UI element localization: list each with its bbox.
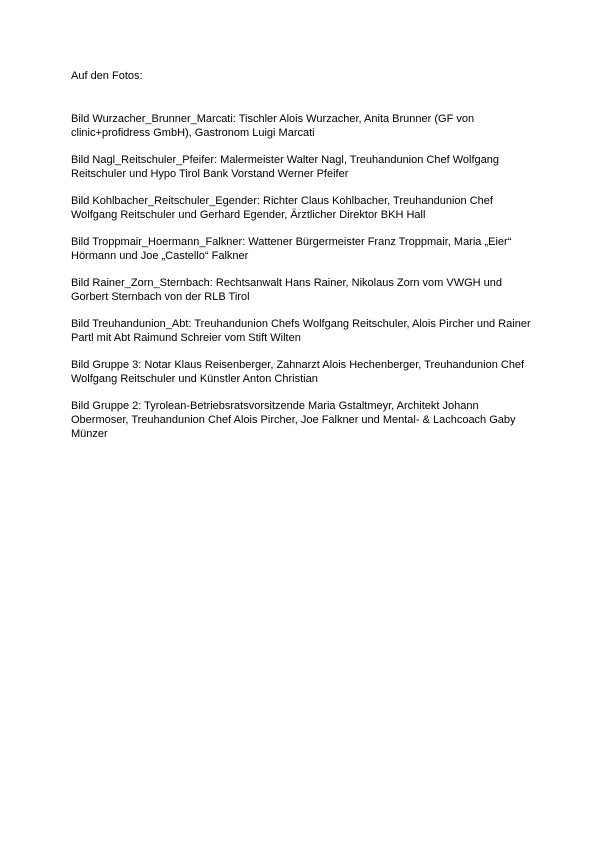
photo-caption-5: Bild Rainer_Zorn_Sternbach: Rechtsanwalt Hans Rainer, Nikolaus Zorn vom VWGH und Gorbert Sternbach von der RLB Tirol [71,277,503,303]
intro-heading: Auf den Fotos: [71,70,143,82]
photo-caption-8: Bild Gruppe 2: Tyrolean-Betriebsratsvorsitzende Maria Gstaltmeyr, Architekt Johann Obermoser, Treuhandunion Chef Alois Pircher, Joe Falkner und Mental- & Lachcoach Gaby Münzer [71,400,516,440]
photo-caption-4: Bild Troppmair_Hoermann_Falkner: Wattener Bürgermeister Franz Troppmair, Maria „Eier“ Hörmann und Joe „Castello“ Falkner [71,236,512,262]
photo-caption-2: Bild Nagl_Reitschuler_Pfeifer: Malermeister Walter Nagl, Treuhandunion Chef Wolfgang Reitschuler und Hypo Tirol Bank Vorstand Werner Pfeifer [71,154,499,180]
document-body [71,69,531,454]
photo-caption-7: Bild Gruppe 3: Notar Klaus Reisenberger, Zahnarzt Alois Hechenberger, Treuhandunion Chef Wolfgang Reitschuler und Künstler Anton Christian [71,359,525,385]
photo-caption-6: Bild Treuhandunion_Abt: Treuhandunion Chefs Wolfgang Reitschuler, Alois Pircher und Rainer Partl mit Abt Raimund Schreier vom Stift Wilten [71,318,531,344]
photo-caption-1: Bild Wurzacher_Brunner_Marcati: Tischler Alois Wurzacher, Anita Brunner (GF von clinic+profidress GmbH), Gastronom Luigi Marcati [71,113,475,139]
photo-caption-3: Bild Kohlbacher_Reitschuler_Egender: Richter Claus Kohlbacher, Treuhandunion Chef Wolfgang Reitschuler und Gerhard Egender, Ärztlicher Direktor BKH Hall [71,195,493,221]
